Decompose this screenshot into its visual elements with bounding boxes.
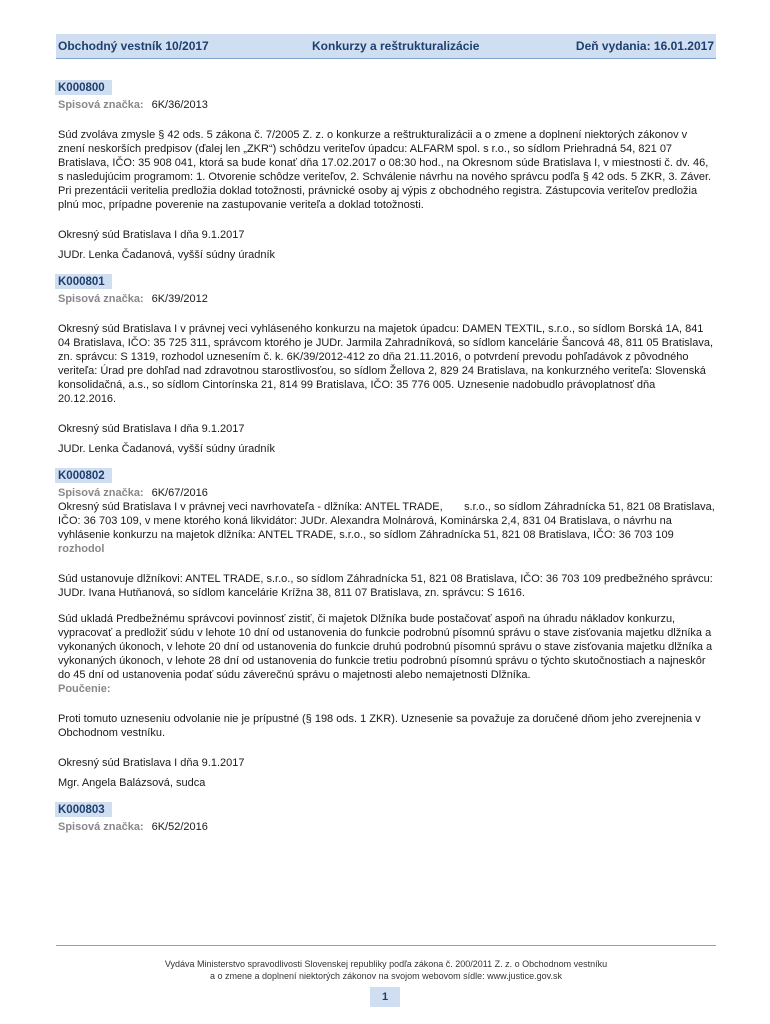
entry-body: Súd zvoláva zmysle § 42 ods. 5 zákona č. 7/2005 Z. z. o konkurze a reštrukturalizácii a o zmene a doplnení niektorých zákonov v znení neskorších predpisov (ďalej len „ZKR“) schôdzu veriteľov úpadcu: ALFARM spol. s r.o., so sídlom Priehradná 54, 821 07 Bratislava, IČO: 35 908 041, ktorá sa bude konať dňa 17.02.2017 o 08:30 hod., na Okresnom súde Bratislava I, v miestnosti č. dv. 46, s nasledujúcim programom: 1. Otvorenie schôdze veriteľov, 2. Schválenie návrhu na nového správcu podľa § 42 ods. 5 ZKR, 3. Záver. Pri prezentácii veritelia predložia doklad totožnosti, právnické osoby aj výpis z obchodného registra. Zástupcovia veriteľov predložia plnú moc, prípadne poverenie na zastupovanie veriteľa a doklad totožnosti.: [58, 129, 712, 211]
footer-divider: [56, 945, 716, 946]
court-and-date: Okresný súd Bratislava I dňa 9.1.2017: [58, 757, 245, 769]
entry-k000800: [58, 80, 716, 274]
entry-code: K000800: [55, 80, 112, 95]
entry-k000803: [58, 802, 716, 834]
decision-label: rozhodol: [58, 543, 105, 555]
page-header: [56, 34, 716, 59]
content: [58, 80, 716, 834]
file-reference: [58, 98, 716, 112]
file-reference-value: 6K/52/2016: [151, 821, 208, 833]
signer: JUDr. Lenka Čadanová, vyšší súdny úradník: [58, 249, 276, 261]
file-reference: [58, 486, 716, 500]
entry-body: Okresný súd Bratislava I v právnej veci vyhláseného konkurzu na majetok úpadcu: DAMEN TEXTIL, s.r.o., so sídlom Borská 1A, 841 04 Bratislava, IČO: 35 725 311, správcom ktorého je JUDr. Jarmila Zahradníková, so sídlom kancelárie Šancová 48, 811 05 Bratislava, zn. správcu: S 1319, rozhodol uznesením č. k. 6K/39/2012-412 zo dňa 21.11.2016, o potvrdení prevodu pohľadávok z pôvodného veriteľa: Úrad pre dohľad nad zdravotnou starostlivosťou, so sídlom Žellova 2, 829 24 Bratislava, na konkurzného veriteľa: Slovenská konsolidačná, a.s., so sídlom Cintorínska 21, 814 99 Bratislava, IČO: 35 776 005. Uznesenie nadobudlo právoplatnosť dňa 20.12.2016.: [58, 323, 714, 405]
page-footer: [56, 958, 716, 982]
file-reference: [58, 820, 716, 834]
publisher-line: Vydáva Ministerstvo spravodlivosti Slovenskej republiky podľa zákona č. 200/2011 Z. z. o Obchodnom vestníku: [164, 959, 608, 969]
file-reference-value: 6K/36/2013: [151, 99, 208, 111]
entry-code: K000802: [55, 468, 112, 483]
signer: Mgr. Angela Balázsová, sudca: [58, 777, 206, 789]
journal-issue: Obchodný vestník 10/2017: [58, 39, 209, 53]
court-and-date: Okresný súd Bratislava I dňa 9.1.2017: [58, 229, 245, 241]
instruction-label: Poučenie:: [58, 683, 111, 695]
file-reference: [58, 292, 716, 306]
entry-k000801: [58, 274, 716, 468]
entry-paragraph-duties: Súd ukladá Predbežnému správcovi povinnosť zistiť, či majetok Dlžníka bude postačovať aspoň na úhradu nákladov konkurzu, vypracovať a predložiť súdu v lehote 10 dní od ustanovenia do funkcie podrobnú písomnú správu o stave zisťovania majetku dlžníka a vykonaných úkonoch, v lehote 20 dní od ustanovenia do funkcie druhú podrobnú písomnú správu o stave zisťovania majetku dlžníka a vykonaných úkonoch, v lehote 28 dní od ustanovenia do funkcie tretiu podrobnú písomnú správu o týchto skutočnostiach a najneskôr do 45 dní od ustanovenia podať súdu záverečnú správu o majetnosti alebo nemajetnosti Dlžníka.: [58, 613, 713, 681]
entry-code: K000801: [55, 274, 112, 289]
file-reference-label: Spisová značka:: [58, 293, 144, 305]
file-reference-label: Spisová značka:: [58, 487, 144, 499]
section-title: Konkurzy a reštrukturalizácie: [312, 39, 480, 53]
file-reference-value: 6K/39/2012: [151, 293, 208, 305]
entry-code: K000803: [55, 802, 112, 817]
entry-paragraph-appointment: Súd ustanovuje dlžníkovi: ANTEL TRADE, s.r.o., so sídlom Záhradnícka 51, 821 08 Bratislava, IČO: 36 703 109 predbežného správcu: JUDr. Ivana Hutňanová, so sídlom kancelárie Krížna 38, 811 07 Bratislava, zn. správcu: S 1616.: [58, 573, 713, 599]
file-reference-label: Spisová značka:: [58, 821, 144, 833]
entry-paragraph-appeal: Proti tomuto uzneseniu odvolanie nie je prípustné (§ 198 ods. 1 ZKR). Uznesenie sa považuje za doručené dňom jeho zverejnenia v Obchodnom vestníku.: [58, 713, 701, 739]
entry-body: Okresný súd Bratislava I v právnej veci navrhovateľa - dlžníka: ANTEL TRADE, s.r.o., so sídlom Záhradnícka 51, 821 08 Bratislava, IČO: 36 703 109, v mene ktorého koná likvidátor: JUDr. Alexandra Molnárová, Kominárska 2,4, 831 04 Bratislava, o návrhu na vyhlásenie konkurzu na majetok dlžníka: ANTEL TRADE, s.r.o., so sídlom Záhradnícka 51, 821 08 Bratislava, IČO: 36 703 109: [58, 501, 718, 541]
file-reference-value: 6K/67/2016: [151, 487, 208, 499]
issue-date: Deň vydania: 16.01.2017: [575, 39, 714, 53]
signer: JUDr. Lenka Čadanová, vyšší súdny úradník: [58, 443, 276, 455]
court-and-date: Okresný súd Bratislava I dňa 9.1.2017: [58, 423, 245, 435]
entry-k000802: [58, 468, 716, 802]
publisher-website-line: a o zmene a doplnení niektorých zákonov na svojom webovom sídle: www.justice.gov.sk: [209, 971, 562, 981]
page-number: 1: [370, 987, 400, 1007]
file-reference-label: Spisová značka:: [58, 99, 144, 111]
